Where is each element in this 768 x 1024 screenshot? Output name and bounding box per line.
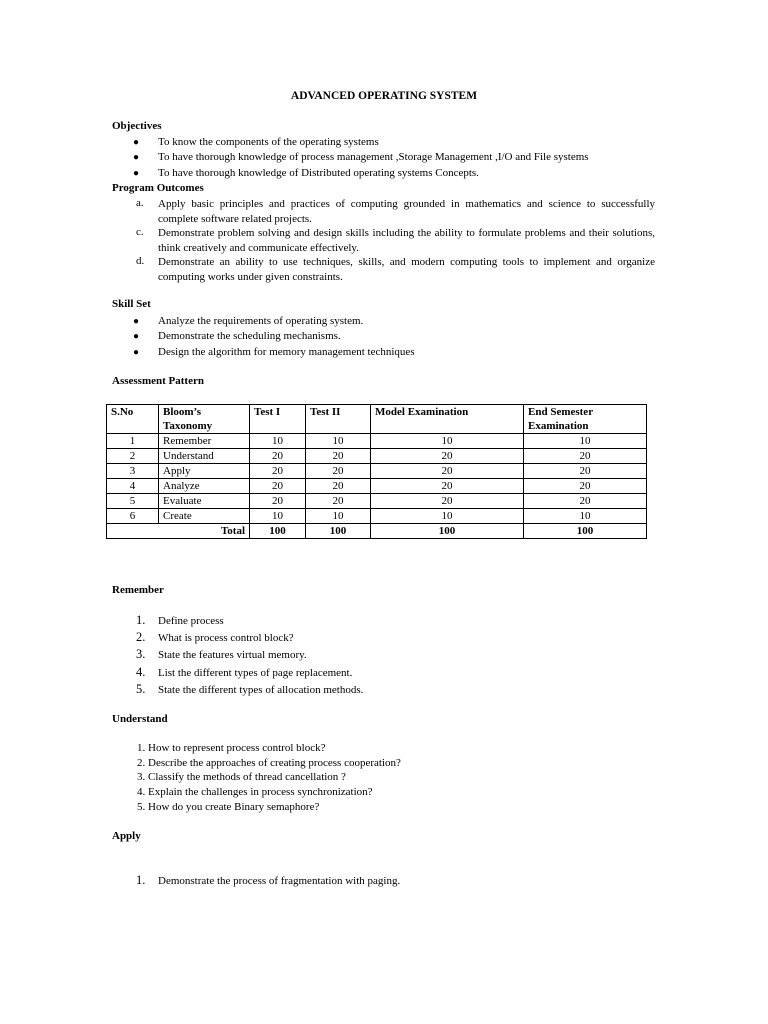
list-number: 5. — [136, 682, 146, 696]
list-number: 2. — [136, 630, 146, 644]
assessment-table — [106, 404, 647, 539]
table-cell: 20 — [524, 479, 647, 494]
skill-set-heading: Skill Set — [112, 298, 151, 310]
outcome-text: Demonstrate problem solving and design skills including the ability to formulate problems and their solutions, think creatively and communicate effectively. — [158, 227, 655, 254]
table-cell: 10 — [250, 434, 306, 449]
column-header: End Semester Examination — [524, 405, 647, 434]
table-cell: 20 — [250, 479, 306, 494]
skill-item: Demonstrate the scheduling mechanisms. — [158, 330, 341, 342]
document-title: ADVANCED OPERATING SYSTEM — [290, 90, 478, 102]
bullet-icon: ● — [133, 347, 140, 358]
objective-item: To know the components of the operating systems — [158, 136, 379, 148]
table-cell: 5 — [107, 494, 159, 509]
outcome-marker: a. — [136, 197, 144, 209]
table-cell: Remember — [159, 434, 250, 449]
table-cell: 20 — [306, 464, 371, 479]
skill-item: Design the algorithm for memory management techniques — [158, 346, 415, 358]
objective-item: To have thorough knowledge of Distributed operating systems Concepts. — [158, 167, 479, 179]
table-header-row — [107, 405, 647, 434]
objectives-heading: Objectives — [112, 120, 162, 132]
table-row — [107, 509, 647, 524]
bullet-icon: ● — [133, 152, 140, 163]
total-cell: 100 — [524, 524, 647, 539]
understand-item: 4. Explain the challenges in process synchronization? — [137, 786, 373, 798]
remember-item: State the different types of allocation methods. — [158, 684, 364, 696]
table-cell: 10 — [524, 434, 647, 449]
table-row — [107, 449, 647, 464]
column-header: Test II — [306, 405, 371, 434]
column-header: Model Examination — [371, 405, 524, 434]
list-number: 3. — [136, 647, 146, 661]
table-cell: 20 — [371, 449, 524, 464]
table-cell: 20 — [306, 479, 371, 494]
remember-item: State the features virtual memory. — [158, 649, 307, 661]
table-cell: Evaluate — [159, 494, 250, 509]
understand-item: 3. Classify the methods of thread cancellation ? — [137, 771, 346, 783]
objective-item: To have thorough knowledge of process management ,Storage Management ,I/O and File systems — [158, 151, 589, 163]
understand-item: 1. How to represent process control block? — [137, 742, 326, 754]
table-row — [107, 479, 647, 494]
assessment-heading: Assessment Pattern — [112, 375, 204, 387]
understand-heading: Understand — [112, 713, 168, 725]
program-outcomes-heading: Program Outcomes — [112, 182, 204, 194]
list-number: 4. — [136, 665, 146, 679]
total-cell: 100 — [250, 524, 306, 539]
column-header: Test I — [250, 405, 306, 434]
table-cell: 10 — [371, 434, 524, 449]
table-cell: 4 — [107, 479, 159, 494]
list-number: 1. — [136, 613, 146, 627]
table-cell: 20 — [371, 479, 524, 494]
remember-item: List the different types of page replacement. — [158, 667, 353, 679]
table-cell: 1 — [107, 434, 159, 449]
understand-item: 2. Describe the approaches of creating process cooperation? — [137, 757, 401, 769]
table-cell: 3 — [107, 464, 159, 479]
skill-item: Analyze the requirements of operating system. — [158, 315, 364, 327]
bullet-icon: ● — [133, 316, 140, 327]
remember-item: Define process — [158, 615, 224, 627]
table-cell: 10 — [371, 509, 524, 524]
table-cell: Analyze — [159, 479, 250, 494]
table-cell: 20 — [250, 449, 306, 464]
remember-item: What is process control block? — [158, 632, 294, 644]
table-cell: 20 — [524, 464, 647, 479]
table-cell: 20 — [306, 494, 371, 509]
total-cell: 100 — [306, 524, 371, 539]
total-label: Total — [107, 524, 250, 539]
table-cell: Apply — [159, 464, 250, 479]
apply-item: Demonstrate the process of fragmentation with paging. — [158, 875, 401, 887]
understand-item: 5. How do you create Binary semaphore? — [137, 801, 320, 813]
total-cell: 100 — [371, 524, 524, 539]
table-cell: 6 — [107, 509, 159, 524]
list-number: 1. — [136, 873, 146, 887]
bullet-icon: ● — [133, 331, 140, 342]
table-cell: 10 — [250, 509, 306, 524]
table-cell: 10 — [524, 509, 647, 524]
column-header: Bloom’s Taxonomy — [159, 405, 250, 434]
outcome-marker: d. — [136, 255, 145, 267]
table-cell: 20 — [371, 464, 524, 479]
remember-heading: Remember — [112, 584, 164, 596]
table-row — [107, 494, 647, 509]
table-cell: 20 — [250, 464, 306, 479]
table-row — [107, 434, 647, 449]
table-cell: 20 — [371, 494, 524, 509]
outcome-marker: c. — [136, 226, 144, 238]
apply-heading: Apply — [112, 830, 141, 842]
column-header: S.No — [107, 405, 159, 434]
outcome-text: Apply basic principles and practices of computing grounded in mathematics and science to successfully complete software related projects. — [158, 198, 655, 225]
table-row — [107, 464, 647, 479]
table-cell: 10 — [306, 509, 371, 524]
table-cell: 20 — [306, 449, 371, 464]
bullet-icon: ● — [133, 137, 140, 148]
bullet-icon: ● — [133, 168, 140, 179]
table-cell: 2 — [107, 449, 159, 464]
table-cell: 20 — [524, 494, 647, 509]
table-total-row — [107, 524, 647, 539]
table-cell: 10 — [306, 434, 371, 449]
table-cell: Create — [159, 509, 250, 524]
table-cell: 20 — [524, 449, 647, 464]
table-cell: Understand — [159, 449, 250, 464]
outcome-text: Demonstrate an ability to use techniques, skills, and modern computing tools to implement and organize computing works under given constraints. — [158, 256, 655, 283]
table-cell: 20 — [250, 494, 306, 509]
